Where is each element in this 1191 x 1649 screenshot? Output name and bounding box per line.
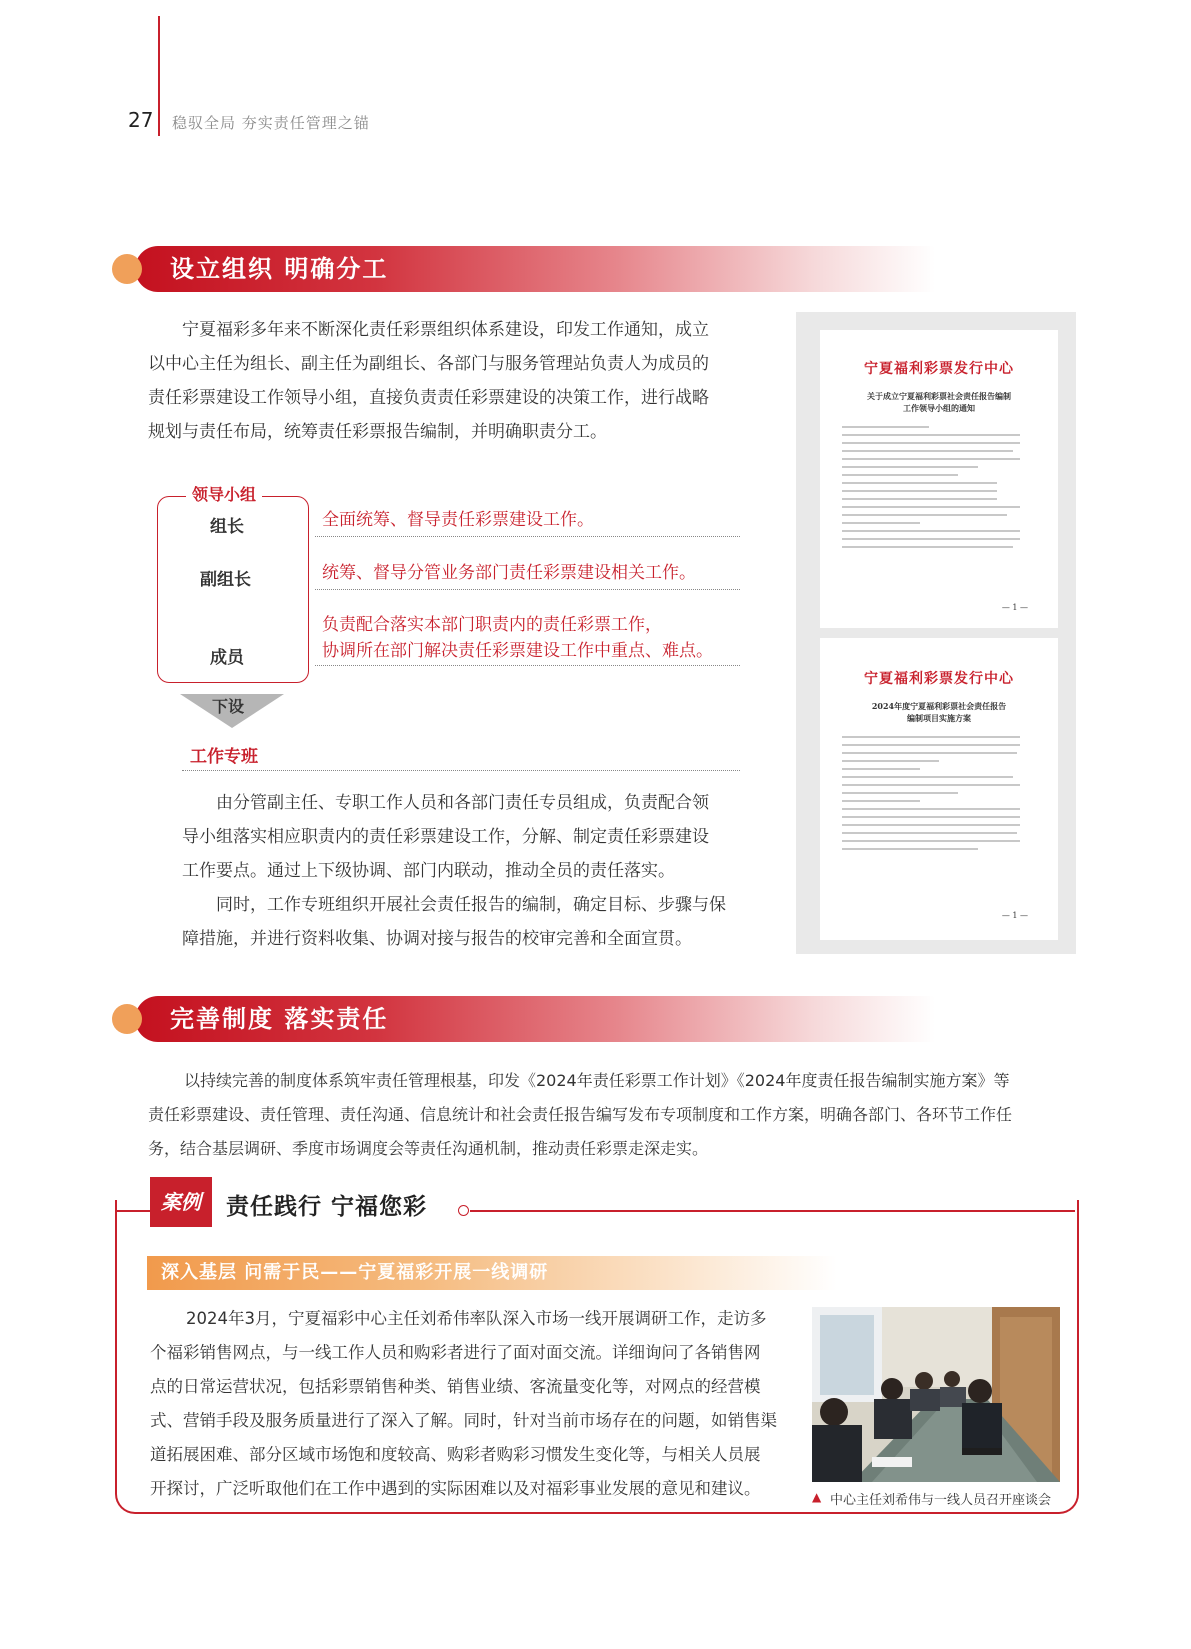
meeting-photo-illustration bbox=[812, 1307, 1060, 1482]
leadership-group-title: 领导小组 bbox=[186, 482, 262, 505]
divider bbox=[182, 770, 740, 771]
document-org-name: 宁夏福利彩票发行中心 bbox=[864, 671, 1014, 687]
section2-line: 以持续完善的制度体系筑牢责任管理根基，印发《2024年责任彩票工作计划》《2024年度责任报告编制实施方案》等 bbox=[184, 1071, 1010, 1090]
team-line: 同时，工作专班组织开展社会责任报告的编制，确定目标、步骤与保 bbox=[216, 895, 726, 915]
section1-intro bbox=[148, 313, 736, 449]
intro-line: 宁夏福彩多年来不断深化责任彩票组织体系建设，印发工作通知，成立 bbox=[182, 320, 709, 340]
case-title: 责任践行 宁福您彩 bbox=[226, 1194, 428, 1220]
document-page-number: — 1 — bbox=[1001, 603, 1028, 612]
case-line: 个福彩销售网点，与一线工作人员和购彩者进行了面对面交流。详细询问了各销售网 bbox=[150, 1343, 761, 1362]
document-title-line: 工作领导小组的通知 bbox=[903, 403, 975, 413]
caption-triangle-icon: ▲ bbox=[812, 1490, 822, 1504]
work-team-description bbox=[182, 786, 738, 956]
case-body bbox=[150, 1302, 800, 1506]
running-title: 稳驭全局 夯实责任管理之锚 bbox=[172, 114, 370, 132]
document-title-line: 关于成立宁夏福利彩票社会责任报告编制 bbox=[867, 391, 1011, 401]
case-line: 2024年3月，宁夏福彩中心主任刘希伟率队深入市场一线开展调研工作，走访多 bbox=[186, 1309, 767, 1328]
page-number: 27 bbox=[128, 108, 154, 132]
case-line: 式、营销手段及服务质量进行了深入了解。同时，针对当前市场存在的问题，如销售渠 bbox=[150, 1411, 777, 1430]
section2-line: 务，结合基层调研、季度市场调度会等责任沟通机制，推动责任彩票走深走实。 bbox=[148, 1139, 709, 1158]
document-body bbox=[820, 414, 1058, 548]
case-line: 道拓展困难、部分区域市场饱和度较高、购彩者购彩习惯发生变化等，与相关人员展 bbox=[150, 1445, 761, 1464]
document-body bbox=[820, 724, 1058, 850]
circle-icon bbox=[458, 1205, 469, 1216]
meeting-photo bbox=[812, 1307, 1060, 1482]
case-subtitle-banner bbox=[147, 1256, 837, 1290]
case-subtitle: 深入基层 问需于民——宁夏福彩开展一线调研 bbox=[161, 1262, 549, 1283]
section1-banner-dot bbox=[112, 254, 142, 284]
arrow-label: 下设 bbox=[212, 697, 245, 716]
document-title-line: 编制项目实施方案 bbox=[907, 713, 971, 723]
document-title-line: 2024年度宁夏福利彩票社会责任报告 bbox=[871, 701, 1007, 711]
case-badge: 案例 bbox=[150, 1177, 212, 1227]
work-team-title: 工作专班 bbox=[190, 747, 258, 767]
case-border-top-left bbox=[115, 1210, 150, 1212]
section1-title: 设立组织 明确分工 bbox=[170, 255, 389, 283]
team-line: 障措施，并进行资料收集、协调对接与报告的校审完善和全面宣贯。 bbox=[182, 929, 692, 949]
document-page bbox=[820, 638, 1058, 940]
header-rule bbox=[158, 16, 160, 136]
case-line: 点的日常运营状况，包括彩票销售种类、销售业绩、客流量变化等，对网点的经营模 bbox=[150, 1377, 761, 1396]
team-line: 由分管副主任、专职工作人员和各部门责任专员组成，负责配合领 bbox=[216, 793, 709, 813]
document-org-name: 宁夏福利彩票发行中心 bbox=[864, 361, 1014, 377]
divider bbox=[315, 589, 740, 590]
duty-leader: 全面统筹、督导责任彩票建设工作。 bbox=[322, 510, 594, 530]
duty-member bbox=[322, 612, 713, 664]
case-line: 开探讨，广泛听取他们在工作中遇到的实际困难以及对福彩事业发展的意见和建议。 bbox=[150, 1479, 761, 1498]
duty-member-line: 负责配合落实本部门职责内的责任彩票工作， bbox=[322, 615, 662, 635]
team-line: 导小组落实相应职责内的责任彩票建设工作，分解、制定责任彩票建设 bbox=[182, 827, 709, 847]
duty-deputy: 统筹、督导分管业务部门责任彩票建设相关工作。 bbox=[322, 563, 696, 583]
document-page-number: — 1 — bbox=[1001, 911, 1028, 920]
section2-line: 责任彩票建设、责任管理、责任沟通、信息统计和社会责任报告编写发布专项制度和工作方案，明确各部门、各环节工作任 bbox=[148, 1105, 1013, 1124]
role-leader: 组长 bbox=[210, 517, 244, 537]
divider bbox=[315, 665, 740, 666]
section2-banner-dot bbox=[112, 1004, 142, 1034]
team-line: 工作要点。通过上下级协调、部门内联动，推动全员的责任落实。 bbox=[182, 861, 675, 881]
photo-caption: 中心主任刘希伟与一线人员召开座谈会 bbox=[830, 1493, 1052, 1508]
intro-line: 以中心主任为组长、副主任为副组长、各部门与服务管理站负责人为成员的 bbox=[148, 354, 709, 374]
role-deputy: 副组长 bbox=[200, 570, 251, 590]
section2-body bbox=[148, 1064, 1088, 1166]
case-border-top bbox=[470, 1210, 1075, 1212]
divider bbox=[315, 536, 740, 537]
intro-line: 规划与责任布局，统筹责任彩票报告编制，并明确职责分工。 bbox=[148, 422, 607, 442]
section2-title: 完善制度 落实责任 bbox=[170, 1005, 389, 1033]
intro-line: 责任彩票建设工作领导小组，直接负责责任彩票建设的决策工作，进行战略 bbox=[148, 388, 709, 408]
document-page bbox=[820, 330, 1058, 628]
duty-member-line: 协调所在部门解决责任彩票建设工作中重点、难点。 bbox=[322, 641, 713, 661]
role-member: 成员 bbox=[210, 648, 244, 668]
